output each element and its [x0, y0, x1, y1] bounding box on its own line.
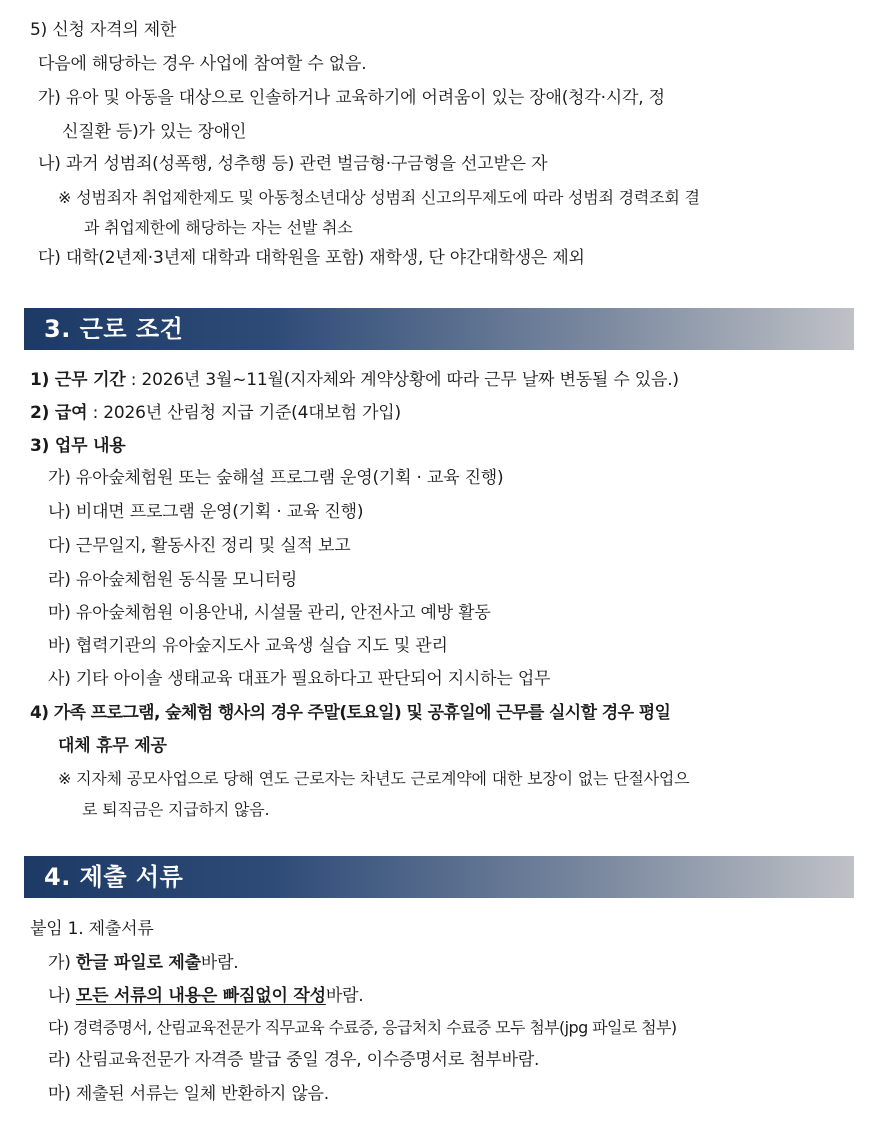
qualification-note: ※ 성범죄자 취업제한제도 및 아동청소년대상 성범죄 신고의무제도에 따라 성범죄 경력조회 결 — [58, 188, 700, 207]
qualification-item-a-continued: 신질환 등)가 있는 장애인 — [62, 122, 247, 142]
pay-value: : 2026년 산림청 지급 기준(4대보험 가입) — [87, 403, 401, 423]
severance-note: ※ 지자체 공모사업으로 당해 연도 근로자는 차년도 근로계약에 대한 보장이 없는 단절사업으 — [58, 769, 690, 788]
duty-item: 사) 기타 아이솔 생태교육 대표가 필요하다고 판단되어 지시하는 업무 — [48, 669, 551, 689]
qualification-item-a: 가) 유아 및 아동을 대상으로 인솔하거나 교육하기에 어려움이 있는 장애(청각·시각, 정 — [38, 88, 665, 108]
submit-item: 마) 제출된 서류는 일체 반환하지 않음. — [48, 1084, 329, 1104]
holiday-substitute-continued: 대체 휴무 제공 — [58, 736, 167, 756]
qualification-item-b: 나) 과거 성범죄(성폭행, 성추행 등) 관련 벌금형·구금형을 선고받은 자 — [38, 154, 548, 174]
severance-note-continued: 로 퇴직금은 지급하지 않음. — [82, 800, 270, 819]
duty-item: 다) 근무일지, 활동사진 정리 및 실적 보고 — [48, 536, 351, 556]
submit-item: 라) 산림교육전문가 자격증 발급 중일 경우, 이수증명서로 첨부바람. — [48, 1050, 540, 1070]
submit-item-a-suffix: 바람. — [200, 953, 239, 973]
submit-item-a-bold: 한글 파일로 제출 — [75, 953, 201, 973]
attachment-label: 붙임 1. 제출서류 — [30, 919, 154, 939]
section3-banner — [24, 308, 854, 350]
duty-item: 라) 유아숲체험원 동식물 모니터링 — [48, 570, 298, 590]
qualification-note-continued: 과 취업제한에 해당하는 자는 선발 취소 — [84, 218, 353, 237]
submit-item-b-bold: 모든 서류의 내용은 빠짐없이 작성 — [75, 986, 326, 1006]
pay-label: 2) 급여 — [30, 403, 88, 423]
section4-banner — [24, 856, 854, 898]
submit-item — [48, 984, 364, 1008]
duty-item: 나) 비대면 프로그램 운영(기획 · 교육 진행) — [48, 502, 364, 522]
submit-item — [48, 951, 239, 975]
work-period — [30, 368, 679, 392]
submit-item: 다) 경력증명서, 산림교육전문가 직무교육 수료증, 응급처치 수료증 모두 첨부(jpg 파일로 첨부) — [48, 1018, 677, 1037]
duties-label: 3) 업무 내용 — [30, 436, 126, 456]
submit-item-b-suffix: 바람. — [325, 986, 364, 1006]
submit-item-b-prefix: 나) — [48, 986, 76, 1006]
duty-item: 바) 협력기관의 유아숲지도사 교육생 실습 지도 및 관리 — [48, 636, 448, 656]
submit-item-a-prefix: 가) — [48, 953, 76, 973]
qualification-intro: 다음에 해당하는 경우 사업에 참여할 수 없음. — [38, 54, 367, 74]
section3-title: 3. 근로 조건 — [44, 315, 184, 343]
work-period-label: 1) 근무 기간 — [30, 370, 126, 390]
pay — [30, 401, 401, 425]
section4-title: 4. 제출 서류 — [44, 863, 184, 891]
qualification-item-c: 다) 대학(2년제·3년제 대학과 대학원을 포함) 재학생, 단 야간대학생은 제외 — [38, 248, 585, 268]
duty-item: 가) 유아숲체험원 또는 숲해설 프로그램 운영(기획 · 교육 진행) — [48, 468, 504, 488]
duty-item: 마) 유아숲체험원 이용안내, 시설물 관리, 안전사고 예방 활동 — [48, 603, 491, 623]
qualification-heading: 5) 신청 자격의 제한 — [30, 20, 177, 40]
holiday-substitute: 4) 가족 프로그램, 숲체험 행사의 경우 주말(토요일) 및 공휴일에 근무를 실시할 경우 평일 — [30, 703, 671, 723]
work-period-value: : 2026년 3월~11월(지자체와 계약상황에 따라 근무 날짜 변동될 수 있음.) — [125, 370, 679, 390]
